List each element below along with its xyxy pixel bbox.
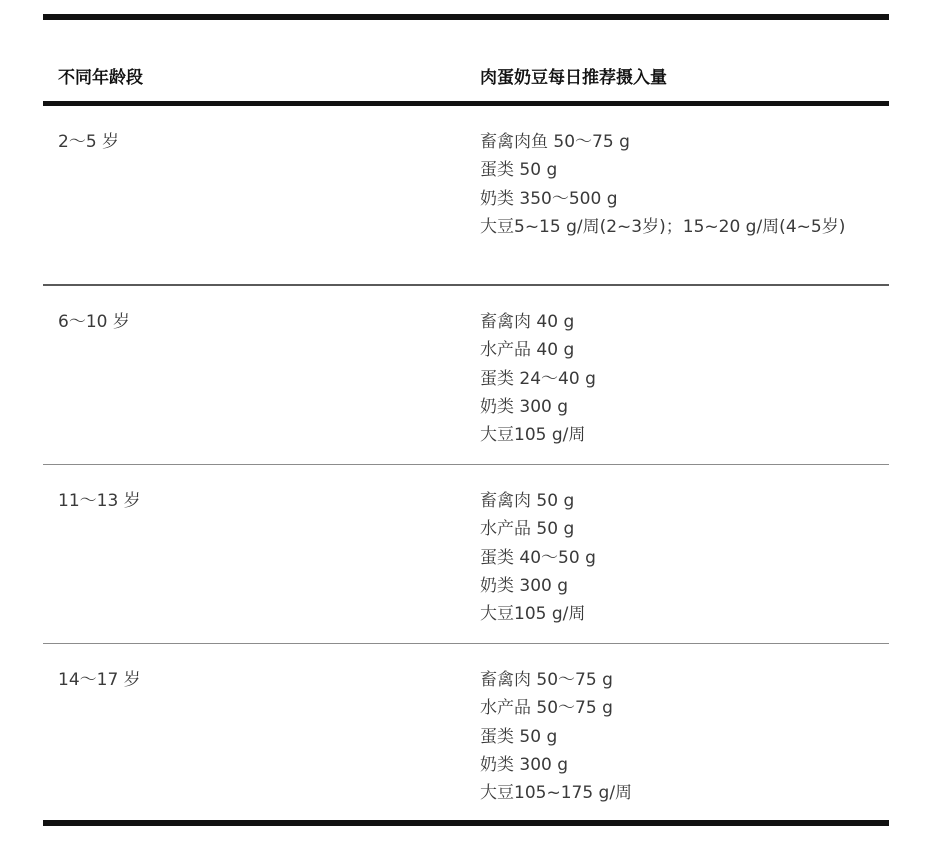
amount-item: 畜禽肉 50～75 g — [480, 670, 613, 690]
table-row — [43, 644, 889, 820]
amount-item: 奶类 300 g — [480, 575, 569, 596]
amount-item: 大豆5~15 g/周(2~3岁)；15~20 g/周(4~5岁) — [480, 216, 846, 237]
amount-item: 水产品 50 g — [480, 519, 575, 540]
amount-item: 奶类 300 g — [480, 754, 569, 775]
age-cell: 6～10 岁 — [58, 312, 130, 332]
age-cell: 2～5 岁 — [58, 132, 120, 152]
age-cell: 14～17 岁 — [58, 670, 141, 690]
amount-item: 大豆105~175 g/周 — [480, 783, 633, 804]
amount-item: 大豆105 g/周 — [480, 604, 586, 625]
header-age-group: 不同年龄段 — [58, 68, 143, 88]
amount-item: 水产品 40 g — [480, 340, 575, 361]
amount-item: 奶类 350～500 g — [480, 188, 618, 209]
header-daily-intake: 肉蛋奶豆每日推荐摄入量 — [480, 68, 667, 88]
table-bottom-rule — [43, 820, 889, 826]
amount-item: 蛋类 50 g — [480, 160, 558, 181]
amount-item: 蛋类 50 g — [480, 726, 558, 747]
amount-item: 蛋类 40～50 g — [480, 547, 596, 568]
amount-item: 大豆105 g/周 — [480, 425, 586, 446]
amounts-cell — [480, 308, 880, 449]
amount-item: 奶类 300 g — [480, 396, 569, 417]
amount-item: 蛋类 24～40 g — [480, 368, 596, 389]
table-row — [43, 286, 889, 464]
table-row — [43, 106, 889, 284]
amount-item: 畜禽肉鱼 50～75 g — [480, 132, 630, 152]
amounts-cell — [480, 666, 880, 807]
amounts-cell — [480, 487, 880, 628]
table-row — [43, 465, 889, 643]
amount-item: 水产品 50～75 g — [480, 698, 613, 719]
amount-item: 畜禽肉 40 g — [480, 312, 575, 332]
amount-item: 畜禽肉 50 g — [480, 491, 575, 511]
table-header-row — [43, 20, 889, 101]
age-cell: 11～13 岁 — [58, 491, 141, 511]
intake-table — [43, 14, 889, 826]
amounts-cell — [480, 128, 880, 241]
